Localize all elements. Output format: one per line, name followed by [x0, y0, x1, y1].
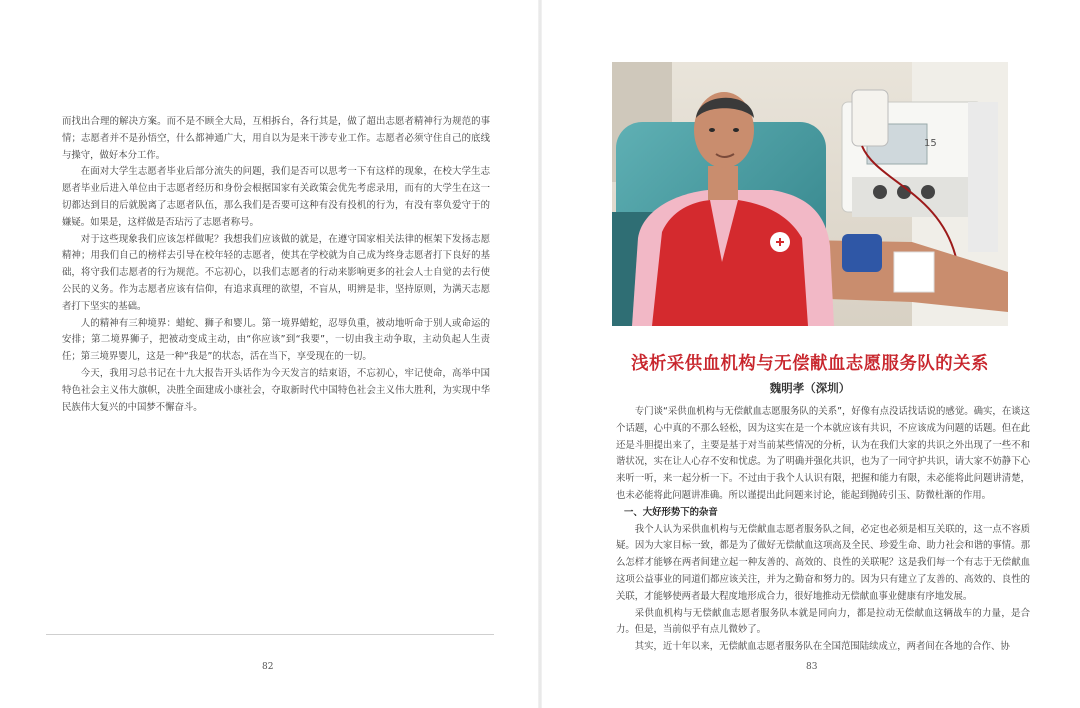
donor-illustration: [612, 62, 1008, 326]
left-page-body: [62, 114, 490, 416]
body-paragraph: 在面对大学生志愿者毕业后部分流失的问题，我们是否可以思考一下有这样的现象，在校大学生志愿者毕业后进入单位由于志愿者经历和身份会根据国家有关政策会优先考虑录用，而有的大学生在这一切都达到目的后就脱离了志愿者队伍，那么我们是否要可这种有没有投机的行为，有没有辜负爱守于的嫌疑。如果是，这样做是否玷污了志愿者称号。: [62, 166, 490, 228]
body-paragraph: 对于这些现象我们应该怎样做呢？我想我们应该做的就是，在遵守国家相关法律的框架下发扬志愿精神；用我们自己的榜样去引导在校年轻的志愿者，使其在学校就为自己成为终身志愿者打下良好的基础，将守我们志愿者的行为规范。不忘初心，以我们志愿者的行动来影响更多的社会人士自觉的去行使公民的义务。作为志愿者应该有信仰，有追求真理的欲望，不盲从，明辨是非，坚持原则，为满天志愿者打下坚实的基础。: [62, 233, 490, 312]
body-paragraph: 今天，我用习总书记在十九大报告开头话作为今天发言的结束语，不忘初心，牢记使命，高举中国特色社会主义伟大旗帜，决胜全面建成小康社会，夺取新时代中国特色社会主义伟大胜利，为实现中华民族伟大复兴的中国梦不懈奋斗。: [62, 367, 490, 413]
right-page-body: [616, 404, 1030, 656]
machine-number: 15: [924, 138, 937, 149]
right-page: [540, 0, 1080, 708]
article-author: 魏明孝（深圳）: [769, 381, 851, 395]
body-paragraph: 采供血机构与无偿献血志愿者服务队本就是同向力，都是拉动无偿献血这辆战车的力量，是合力。但是，当前似乎有点儿微妙了。: [616, 607, 1030, 636]
body-paragraph: 我个人认为采供血机构与无偿献血志愿者服务队之间，必定也必须是相互关联的，这一点不容质疑。因为大家目标一致，都是为了做好无偿献血这项高及全民、珍爱生命、助力社会和谐的事情。那么怎样才能够在两者间建立起一种友善的、高效的、良性的关联呢？这是我们每一个有志于无偿献血这项公益事业的同道们都应该关注，并为之勤奋和努力的。因为只有建立了友善的、高效的、良性的关联，才能够使两者最大程度地形成合力，很好地推动无偿献血事业健康有序地发展。: [616, 523, 1030, 602]
article-title: 浅析采供血机构与无偿献血志愿服务队的关系: [631, 354, 989, 374]
blood-donation-photo: [612, 62, 1008, 326]
body-paragraph: 其实，近十年以来，无偿献血志愿者服务队在全国范围陆续成立，两者间在各地的合作、协: [634, 641, 1010, 653]
body-paragraph: 而找出合理的解决方案。而不是不顾全大局，互相拆台，各行其是，做了超出志愿者精神行为规范的事情；志愿者并不是孙悟空，什么都神通广大，用自以为是来干涉专业工作。志愿者必须守住自己的底线与操守，做好本分工作。: [62, 116, 490, 161]
body-paragraph: 人的精神有三种境界：蜡蛇、狮子和婴儿。第一境界蜡蛇，忍辱负重，被动地听命于别人或命运的安排；第二境界狮子，把被动变成主动，由“你应该”到“我要”，一切由我主动争取，主动负起人生责任；第三境界婴儿，这是一种“我是”的状态，活在当下，享受现在的一切。: [62, 317, 490, 363]
page-number-right: 83: [806, 662, 818, 672]
page-number-left: 82: [262, 662, 274, 672]
intro-paragraph: 专门谈“采供血机构与无偿献血志愿服务队的关系”，好像有点没话找话说的感觉。确实，在谈这个话题，心中真的不那么轻松，因为这实在是一个本就应该有共识，不应该成为问题的话题。但在此还是斗胆提出来了，主要是基于对当前某些情况的分析，认为在我们大家的共识之外出现了一些不和谐状况，实在让人心存不安和忧虑。为了明确并强化共识，也为了一同守护共识，请大家不妨静下心来听一听，来一起分析一下。不过由于我个人认识有限，把握和能力有限，未必能将此问题讲清楚，也未必能将此问题讲准确。所以谨提出此问题来讨论，能起到抛砖引玉、防微杜渐的作用。: [616, 406, 1030, 501]
footer-divider: [46, 634, 494, 635]
section-heading: 一、大好形势下的杂音: [624, 506, 718, 518]
